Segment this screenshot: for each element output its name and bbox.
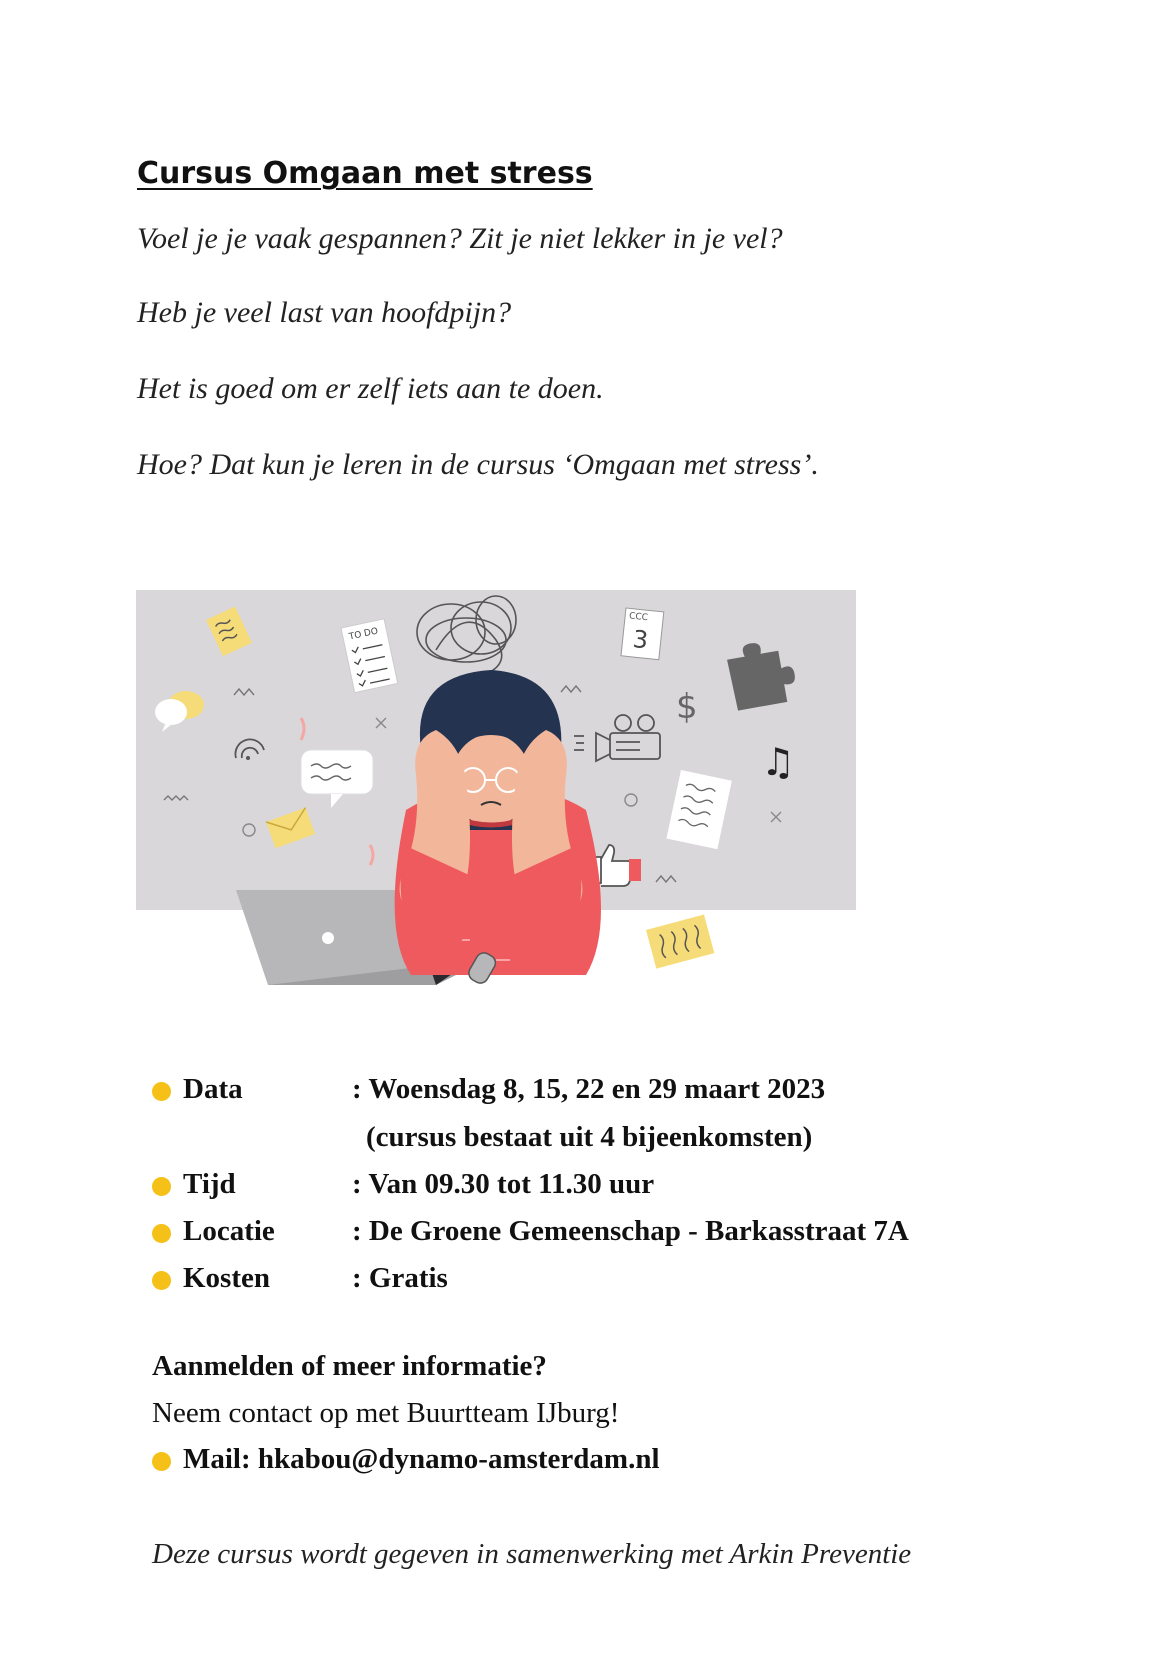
intro-line-2: Heb je veel last van hoofdpijn? [137, 296, 512, 329]
info-label: Data [183, 1073, 243, 1105]
intro-line-1: Voel je je vaak gespannen? Zit je niet lekker in je vel? [137, 222, 783, 255]
contact-text: Neem contact op met Buurtteam IJburg! [152, 1397, 620, 1429]
mail-address: Mail: hkabou@dynamo-amsterdam.nl [183, 1443, 660, 1475]
bullet-dot [152, 1177, 171, 1196]
info-row-data-extra: (cursus bestaat uit 4 bijeenkomsten) [366, 1121, 813, 1153]
dollar-icon: $ [676, 687, 698, 727]
info-label: Tijd [183, 1168, 236, 1200]
bullet-dot [152, 1452, 171, 1471]
info-label: Kosten [183, 1262, 270, 1294]
calendar-icon [621, 608, 664, 660]
footer-note: Deze cursus wordt gegeven in samenwerking met Arkin Preventie [152, 1538, 912, 1570]
page-title: Cursus Omgaan met stress [137, 156, 593, 191]
info-value: : Van 09.30 tot 11.30 uur [352, 1168, 655, 1200]
intro-line-3: Het is goed om er zelf iets aan te doen. [137, 372, 604, 405]
bullet-dot [152, 1082, 171, 1101]
info-value: : Woensdag 8, 15, 22 en 29 maart 2023 [352, 1073, 826, 1105]
info-value: : Gratis [352, 1262, 448, 1294]
bullet-dot [152, 1271, 171, 1290]
bullet-dot [152, 1224, 171, 1243]
stressed-woman-illustration [136, 590, 856, 1000]
calendar-header: CCC [628, 611, 649, 624]
contact-heading: Aanmelden of meer informatie? [152, 1350, 547, 1382]
sticky-note-icon [646, 914, 714, 968]
music-note-icon: ♫ [761, 740, 796, 784]
calendar-number: 3 [631, 624, 650, 655]
intro-line-4: Hoe? Dat kun je leren in de cursus ‘Omgaan met stress’. [137, 448, 819, 481]
info-value: : De Groene Gemeenschap - Barkasstraat 7A [352, 1215, 909, 1247]
info-label: Locatie [183, 1215, 275, 1247]
todo-label: TO DO [348, 626, 380, 643]
